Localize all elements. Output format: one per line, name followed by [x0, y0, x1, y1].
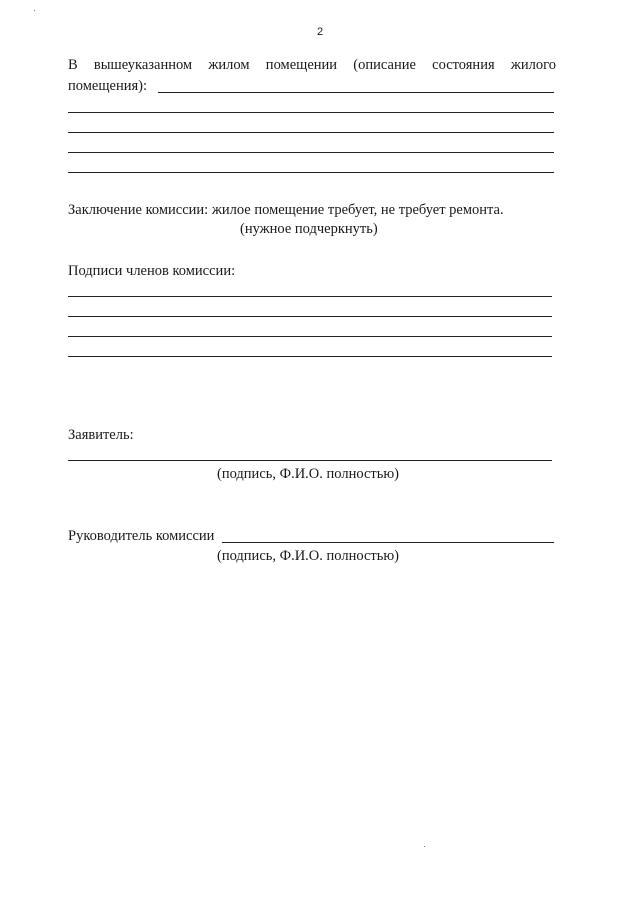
members-signatures-label: Подписи членов комиссии:: [68, 263, 236, 279]
member-signature-line: [68, 296, 552, 297]
scan-speck: [34, 10, 35, 11]
description-fill-line: [68, 112, 554, 113]
member-signature-line: [68, 356, 552, 357]
commission-head-signature-line: [222, 542, 554, 543]
commission-head-signature-hint: (подпись, Ф.И.О. полностью): [217, 548, 399, 564]
member-signature-line: [68, 316, 552, 317]
applicant-label: Заявитель:: [68, 427, 134, 443]
member-signature-line: [68, 336, 552, 337]
description-fill-line: [68, 172, 554, 173]
description-intro-label: помещения):: [68, 78, 147, 94]
conclusion-hint: (нужное подчеркнуть): [240, 221, 378, 237]
page-number: 2: [316, 26, 324, 38]
scan-speck: [424, 846, 425, 847]
description-fill-line: [158, 92, 554, 93]
description-fill-line: [68, 132, 554, 133]
description-intro-line: В вышеуказанном жилом помещении (описание состояния жилого: [68, 57, 556, 73]
applicant-signature-hint: (подпись, Ф.И.О. полностью): [217, 466, 399, 482]
applicant-signature-line: [68, 460, 552, 461]
commission-conclusion: Заключение комиссии: жилое помещение требует, не требует ремонта.: [68, 202, 504, 218]
description-fill-line: [68, 152, 554, 153]
commission-head-label: Руководитель комиссии: [68, 528, 215, 544]
